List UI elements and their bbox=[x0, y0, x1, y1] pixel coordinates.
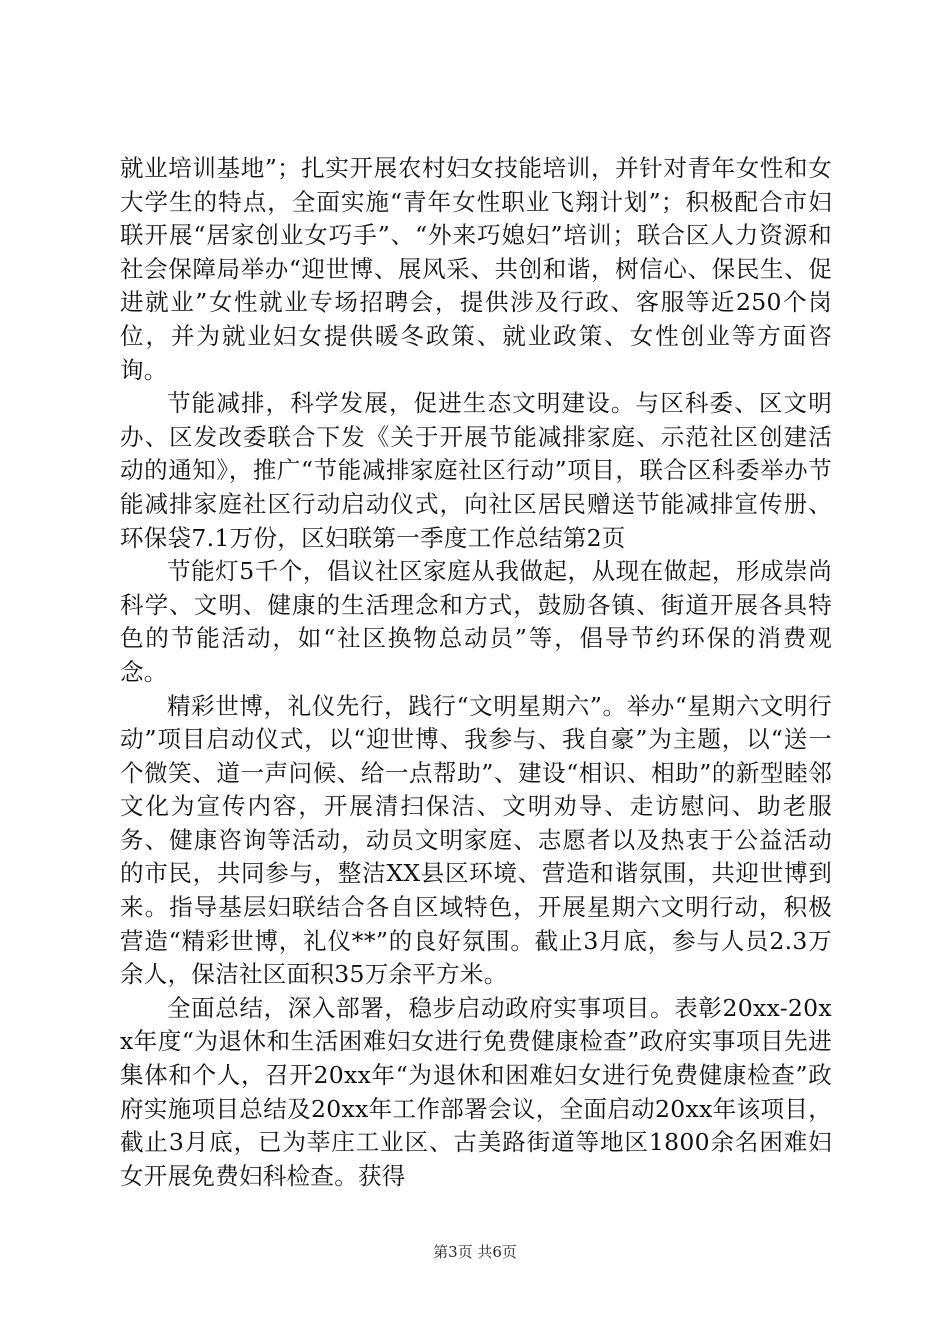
paragraph-government-project: 全面总结，深入部署，稳步启动政府实事项目。表彰20xx-20xx年度“为退休和生活困难妇女进行免费健康检查”政府实事项目先进集体和个人，召开20xx年“为退休和困难妇女进行免费健康检查”政府实施项目总结及20xx年工作部署会议，全面启动20xx年该项目，截止3月底，已为莘庄工业区、古美路街道等地区1800余名困难妇女开展免费妇科检查。获得 bbox=[120, 993, 832, 1190]
document-body bbox=[120, 152, 832, 1193]
paragraph-civilized-saturday: 精彩世博，礼仪先行，践行“文明星期六”。举办“星期六文明行动”项目启动仪式，以“迎世博、我参与、我自豪”为主题，以“送一个微笑、道一声问候、给一点帮助”、建设“相识、相助”的新型睦邻文化为宣传内容，开展清扫保洁、文明劝导、走访慰问、助老服务、健康咨询等活动，动员文明家庭、志愿者以及热衷于公益活动的市民，共同参与，整洁XX县区环境、营造和谐氛围，共迎世博到来。指导基层妇联结合各自区域特色，开展星期六文明行动，积极营造“精彩世博，礼仪**”的良好氛围。截止3月底，参与人员2.3万余人，保洁社区面积35万余平方米。 bbox=[120, 691, 832, 989]
paragraph-energy-lamps: 节能灯5千个，倡议社区家庭从我做起，从现在做起，形成崇尚科学、文明、健康的生活理念和方式，鼓励各镇、街道开展各具特色的节能活动，如“社区换物总动员”等，倡导节约环保的消费观念。 bbox=[120, 557, 832, 686]
paragraph-energy-saving: 节能减排，科学发展，促进生态文明建设。与区科委、区文明办、区发改委联合下发《关于开展节能减排家庭、示范社区创建活动的通知》，推广“节能减排家庭社区行动”项目，联合区科委举办节能减排家庭社区行动启动仪式，向社区居民赠送节能减排宣传册、环保袋7.1万份，区妇联第一季度工作总结第2页 bbox=[120, 389, 832, 552]
page-footer: 第3页 共6页 bbox=[433, 1243, 517, 1261]
paragraph-employment-training: 就业培训基地”；扎实开展农村妇女技能培训，并针对青年女性和女大学生的特点，全面实施“青年女性职业飞翔计划”；积极配合市妇联开展“居家创业女巧手”、“外来巧媳妇”培训；联合区人力资源和社会保障局举办“迎世博、展风采、共创和谐，树信心、保民生、促进就业”女性就业专场招聘会，提供涉及行政、客服等近250个岗位，并为就业妇女提供暖冬政策、就业政策、女性创业等方面咨询。 bbox=[120, 154, 832, 384]
